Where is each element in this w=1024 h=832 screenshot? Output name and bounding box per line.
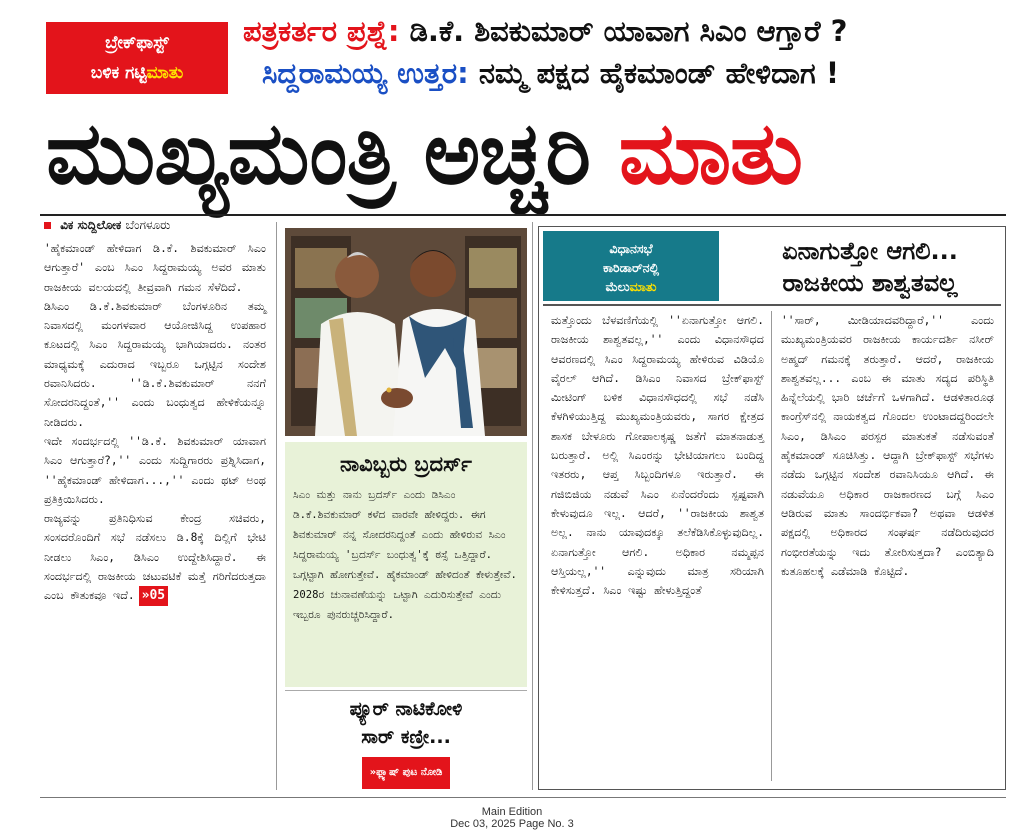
corridor-headline-line2: ರಾಜಕೀಯ ಶಾಶ್ವತವಲ್ಲ [782,269,958,297]
corridor-column-separator [771,311,772,781]
kicker-box [46,22,228,94]
byline-city: ಬೆಂಗಳೂರು [125,218,171,232]
main-headline [46,100,1006,208]
corridor-headline-line1: ಏನಾಗುತ್ತೋ ಆಗಲಿ... [782,237,958,265]
quote-box [285,695,527,789]
footer-edition: Main Edition [481,806,543,818]
answer-text: ನಮ್ಮ ಪಕ್ಷದ ಹೈಕಮಾಂಡ್ ಹೇಳಿದಾಗ ! [478,56,840,90]
byline-square-icon [44,222,51,229]
corridor-tag-line1: ವಿಧಾನಸಭೆ [609,241,653,256]
headline-red: ಮಾತು [618,104,802,204]
left-paragraph-4-text: ರಾಜ್ಯವನ್ನು ಪ್ರತಿನಿಧಿಸುವ ಕೇಂದ್ರ ಸಚಿವರು, ಸಂಸದರೊಂದಿಗೆ ಸಭೆ ನಡೆಸಲು ಡಿ.8ಕ್ಕೆ ದಿಲ್ಲಿಗೆ ಭೇಟಿ ನೀಡಲು ಸಿಎಂ, ಡಿಸಿಎಂ ಉದ್ದೇಶಿಸಿದ್ದಾರೆ. ಈ ಸಂದರ್ಭದಲ್ಲಿ ರಾಜಕೀಯ ಚಟುವಟಿಕೆ ಮತ್ತೆ ಗರಿಗೆದರುತ್ತದಾ ಎಂಬ ಕೌತುಕವೂ ಇದೆ. [44,512,266,603]
corridor-tag-line3 [543,277,719,296]
brothers-title: ನಾವಿಬ್ಬರು ಬ್ರದರ್ಸ್ [340,452,472,476]
jump-page-link[interactable]: »05 [139,586,168,605]
byline [44,218,266,233]
corridor-divider [543,304,1001,306]
answer-label: ಸಿದ್ದರಾಮಯ್ಯ ಉತ್ತರ: [262,56,469,90]
top-divider [40,214,1006,216]
kicker-line2 [46,58,228,88]
corridor-column-2: ''ಸಾರ್, ಮೀಡಿಯಾದವರಿದ್ದಾರೆ,'' ಎಂದು ಮುಖ್ಯಮಂತ್ರಿಯವರ ರಾಜಕೀಯ ಕಾರ್ಯದರ್ಶಿ ನಸೀರ್ ಅಹ್ಮದ್ ಗಮನಕ್ಕೆ ತರುತ್ತಾರೆ. ಆದರೆ, ರಾಜಕೀಯ ಶಾಶ್ವತವಲ್ಲ... ಎಂಬ ಈ ಮಾತು ಸದ್ಯದ ಪರಿಸ್ಥಿತಿ ಹಿನ್ನೆಲೆಯಲ್ಲಿ ಭಾರಿ ಚರ್ಚೆಗೆ ಒಳಗಾಗಿದೆ. ಆಡಳಿತಾರೂಢ ಕಾಂಗ್ರೆಸ್‌ನಲ್ಲಿ ನಾಯಕತ್ವದ ಗೊಂದಲ ಉಂಟಾದದ್ದರಿಂದಲೇ ಸಿಎಂ, ಡಿಸಿಎಂ ಪರಸ್ಪರ ಮಾತುಕತೆ ನಡೆಸುವಂತೆ ಹೈಕಮಾಂಡ್ ಸೂಚಿಸಿತ್ತು. ಆದ್ದಾಗಿ ಬ್ರೇಕ್‌ಫಾಸ್ಟ್ ಸಭೆಗಳು ನಡೆದು ಒಗ್ಗಟ್ಟಿನ ಸಂದೇಶ ರವಾನಿಸಿಯೂ ಆಗಿದೆ. ಈ ನಡುವೆಯೂ ಅಧಿಕಾರ ರಾಜಕಾರಣದ ಬಗ್ಗೆ ಸಿಎಂ ಆಡಿರುವ ಮಾತು ಸಾಂದರ್ಭಿಕವಾ? ಅಥವಾ ಆಡಳಿತ ಪಕ್ಷದಲ್ಲಿ ಅಧಿಕಾರದ ಸಂಘರ್ಷ ನಡೆದಿರುವುದರ ಗಂಭೀರತೆಯನ್ನು ಇದು ತೋರಿಸುತ್ತದಾ? ಎಂಬಿತ್ಯಾದಿ ಕುತೂಹಲಕ್ಕೆ ಎಡೆಮಾಡಿ ಕೊಟ್ಟಿದೆ. [781,314,994,578]
photo-illustration [285,228,527,436]
left-article [44,218,266,790]
byline-source: ವಿಕ ಸುದ್ದಿಲೋಕ [60,218,122,232]
quote-line2: ಸಾರ್ ಕಣ್ರೀ... [361,726,451,748]
kicker-line2-plain: ಬಳಿಕ ಗಟ್ಟಿ [90,63,147,83]
left-article-body [44,239,266,606]
left-paragraph-1: 'ಹೈಕಮಾಂಡ್ ಹೇಳಿದಾಗ ಡಿ.ಕೆ. ಶಿವಕುಮಾರ್ ಸಿಎಂ ಆಗುತ್ತಾರೆ' ಎಂಬ ಸಿಎಂ ಸಿದ್ದರಾಮಯ್ಯ ಅವರ ಮಾತು ರಾಜಕೀಯ ವಲಯದಲ್ಲಿ ತೀವ್ರವಾಗಿ ಗಮನ ಸೆಳೆದಿದೆ. [44,242,266,294]
column-separator-left [276,222,277,790]
left-paragraph-2: ಡಿಸಿಎಂ ಡಿ.ಕೆ.ಶಿವಕುಮಾರ್ ಬೆಂಗಳೂರಿನ ತಮ್ಮ ನಿವಾಸದಲ್ಲಿ ಮಂಗಳವಾರ ಆಯೋಜಿಸಿದ್ದ ಉಪಹಾರ ಕೂಟದಲ್ಲಿ ಸಿಎಂ ಸಿದ್ದರಾಮಯ್ಯ ಭಾಗಿಯಾದರು. ನಂತರ ಮಾಧ್ಯಮಕ್ಕೆ ಎದುರಾದ ಇಬ್ಬರೂ ಒಗ್ಗಟ್ಟಿನ ಸಂದೇಶ ರವಾನಿಸಿದರು. ''ಡಿ.ಕೆ.ಶಿವಕುಮಾರ್ ನನಗೆ ಸೋದರನಿದ್ದಂತೆ,'' ಎಂದು ಬಂಧುತ್ವದ ಹೇಳಿಕೆಯನ್ನೂ ನೀಡಿದರು. [44,299,266,429]
left-paragraph-4 [44,509,266,605]
corridor-tag-line2: ಕಾರಿಡಾರ್‌ನಲ್ಲಿ [602,260,660,275]
corridor-tag-line3-highlight: ಮಾತು [629,279,657,294]
lead-photo [285,228,527,436]
question-strap [243,14,848,49]
kicker-line1: ಬ್ರೇಕ್‌ಫಾಸ್ಟ್ [105,33,169,53]
corridor-headline [737,235,1003,299]
brothers-box [285,442,527,687]
question-label: ಪತ್ರಕರ್ತರ ಪ್ರಶ್ನೆ: [243,14,400,48]
brothers-text: ಸಿಎಂ ಮತ್ತು ನಾನು ಬ್ರದರ್ಸ್ ಎಂದು ಡಿಸಿಎಂ ಡಿ.ಕೆ.ಶಿವಕುಮಾರ್ ಕಳೆದ ವಾರವೇ ಹೇಳಿದ್ದರು. ಈಗ ಶಿವಕುಮಾರ್ ನನ್ನ ಸೋದರನಿದ್ದಂತೆ ಎಂದು ಹೇಳಿರುವ ಸಿಎಂ ಸಿದ್ದರಾಮಯ್ಯ 'ಬ್ರದರ್ಸ್ ಬಂಧುತ್ವ'ಕ್ಕೆ ಠಸ್ಸೆ ಒತ್ತಿದ್ದಾರೆ. ಒಗ್ಗಟ್ಟಾಗಿ ಹೋಗುತ್ತೇವೆ. ಹೈಕಮಾಂಡ್ ಹೇಳಿದಂತೆ ಕೇಳುತ್ತೇವೆ. 2028ರ ಚುನಾವಣೆಯನ್ನು ಒಟ್ಟಾಗಿ ಎದುರಿಸುತ್ತೇವೆ ಎಂದು ಇಬ್ಬರೂ ಪುನರುಚ್ಚರಿಸಿದ್ದಾರೆ. [293,489,517,621]
bottom-divider [40,797,1006,798]
kicker-line2-highlight: ಮಾತು [146,63,184,83]
quote-line1: ಪ್ಯೂರ್ ನಾಟಿಕೋಳಿ [349,698,463,720]
footer-date-page: Dec 03, 2025 Page No. 3 [450,818,574,830]
corridor-talk-panel [538,226,1006,790]
question-text: ಡಿ.ಕೆ. ಶಿವಕುಮಾರ್ ಯಾವಾಗ ಸಿಎಂ ಆಗ್ತಾರೆ ? [409,14,848,48]
answer-strap [262,56,839,91]
left-paragraph-3: ಇದೇ ಸಂದರ್ಭದಲ್ಲಿ ''ಡಿ.ಕೆ. ಶಿವಕುಮಾರ್ ಯಾವಾಗ ಸಿಎಂ ಆಗುತ್ತಾರೆ?,'' ಎಂದು ಸುದ್ದಿಗಾರರು ಪ್ರಶ್ನಿಸಿದಾಗ, ''ಹೈಕಮಾಂಡ್ ಹೇಳಿದಾಗ...,'' ಎಂದು ಥಟ್ ಅಂಥ ಪ್ರತಿಕ್ರಿಯಿಸಿದರು. [44,434,266,506]
corridor-tag [543,231,719,301]
brothers-divider [285,690,527,691]
column-separator-right [532,222,533,790]
corridor-tag-line3-plain: ಮೆಲು [605,279,630,294]
flash-page-button[interactable]: »ಫ್ಲ್ಯಾಷ್ ಪುಟ ನೋಡಿ [362,757,451,789]
corridor-column-1: ಮತ್ತೊಂದು ಬೆಳವಣಿಗೆಯಲ್ಲಿ ''ಏನಾಗುತ್ತೋ ಆಗಲಿ. ರಾಜಕೀಯ ಶಾಶ್ವತವಲ್ಲ,'' ಎಂದು ವಿಧಾನಸೌಧದ ಆವರಣದಲ್ಲಿ ಸಿಎಂ ಸಿದ್ದರಾಮಯ್ಯ ಹೇಳಿರುವ ವಿಡಿಯೊ ವೈರಲ್ ಆಗಿದೆ. ಡಿಸಿಎಂ ನಿವಾಸದ ಬ್ರೇಕ್‌ಫಾಸ್ಟ್ ಮೀಟಿಂಗ್ ಬಳಿಕ ವಿಧಾನಸೌಧದಲ್ಲಿ ಸಭೆ ನಡೆಸಿ ಕೆಳಗಿಳಿಯುತ್ತಿದ್ದ ಮುಖ್ಯಮಂತ್ರಿಯವರು, ಸಾಗರ ಕ್ಷೇತ್ರದ ಶಾಸಕ ಬೇಳೂರು ಗೋಪಾಲಕೃಷ್ಣ ಜತೆಗೆ ಮಾತನಾಡುತ್ತ ಬರುತ್ತಾರೆ. ಅಲ್ಲಿ ಸಿಎಂರನ್ನು ಭೇಟಿಯಾಗಲು ಬಂದಿದ್ದ ಇತರರು, ಆಪ್ತ ಸಿಬ್ಬಂದಿಗಳೂ ಇರುತ್ತಾರೆ. ಈ ಗಜಿಬಿಜಿಯ ನಡುವೆ ಸಿಎಂ ಏನೆಂದರೆಂದು ಸ್ಪಷ್ಟವಾಗಿ ಕೇಳುವುದೂ ಇಲ್ಲ. ಆದರೆ, ''ರಾಜಕೀಯ ಶಾಶ್ವತ ಅಲ್ಲ. ನಾನು ಯಾವುದಕ್ಕೂ ತಲೆಕೆಡಿಸಿಕೊಳ್ಳುವುದಿಲ್ಲ. ಏನಾಗುತ್ತೋ ಆಗಲಿ. ಅಧಿಕಾರ ನಮ್ಮಪ್ಪನ ಆಸ್ತಿಯಲ್ಲ,'' ಎನ್ನುವುದು ಮಾತ್ರ ಸರಿಯಾಗಿ ಕೇಳಿಸುತ್ತದೆ. ಸಿಎಂ ಇಷ್ಟು ಹೇಳುತ್ತಿದ್ದಂತೆ [551,314,764,598]
page-footer [0,806,1024,830]
headline-black: ಮುಖ್ಯಮಂತ್ರಿ ಅಚ್ಚರಿ [46,104,619,204]
